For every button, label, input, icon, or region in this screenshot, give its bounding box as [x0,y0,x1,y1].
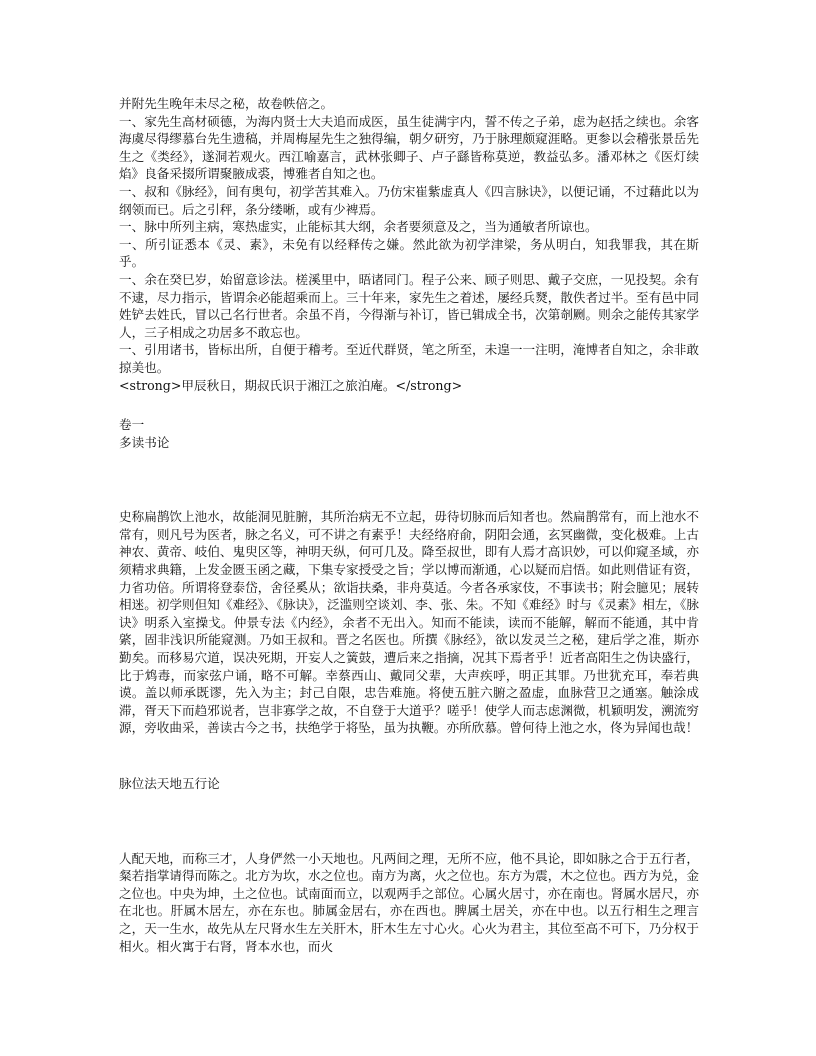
preface-paragraph: 一、所引证悉本《灵、素》，未免有以经释传之嫌。然此欲为初学津梁，务从明白，知我罪我，其在斯乎。 [119,236,699,270]
preface-section [119,95,699,394]
preface-paragraph: 一、家先生高材硕德，为海内贤士大夫追而成医，虽生徒满宇内，誓不传之子弟，虑为赵括之续也。余客海虞尽得缪慕台先生遗稿，并周梅屋先生之独得编，朝夕研穷，乃于脉理颇窥涯略。更参以会稽张景岳先生之《类经》，遂洞若观火。西江喻嘉言，武林张卿子、卢子繇皆称莫逆，教益弘多。潘邓林之《医灯续焰》良备采掇所谓聚腋成裘，博雅者自知之也。 [119,113,699,182]
preface-paragraph: 一、引用诸书，皆标出所，自便于稽考。至近代群贤，笔之所至，未遑一一注明，淹博者自知之，余非敢掠美也。 [119,342,699,375]
chapter-body: 史称扁鹊饮上池水，故能洞见脏腑，其所治病无不立起，毋待切脉而后知者也。然扁鹊常有，而上池水不常有，则凡号为医者，脉之名义，可不讲之有素乎！夫经络府俞，阴阳会通，玄冥幽微，变化极难。上古神农、黄帝、岐伯、鬼臾区等，神明天纵，何可几及。降至叔世，即有人焉才高识妙，可以仰窥圣域，亦须精求典籍，上发金匮玉函之藏，下集专家授受之旨；学以博而渐通，心以疑而启悟。如此则借证有资，力省功倍。所谓将登泰岱，舍径奚从；欲诣扶桑，非舟莫适。今者各承家伎，不事读书；附会臆见；展转相迷。初学则但知《难经》、《脉诀》，泛滥则空谈刘、李、张、朱。不知《难经》时与《灵素》相左，《脉诀》明系入室操戈。仲景专法《内经》，余者不无出入。知而不能读，读而不能解，解而不能通，其中肯綮，固非浅识所能窥测。乃如王叔和。晋之名医也。所撰《脉经》，欲以发灵兰之秘，建后学之准，斯亦勤矣。而移易穴道，误决死期，开妄人之簧鼓，遭后来之指摘，况其下焉者乎！近者高阳生之伪诀盛行，比于鸩毒，而家弦户诵，略不可解。幸蔡西山、戴同父辈，大声疾呼，明正其罪。乃世犹充耳，奉若典谟。盖以师承既谬，先入为主；封己自限，忠告难施。将使五脏六腑之盈虚，血脉营卫之通塞。触涂成滞，胥天下而趋邪说者，岂非寡学之故，不自登于大道乎？嗟乎！使学人而志虑渊微，机颖明发，溯流穷源，旁收曲采，善读古今之书，扶绝学于将坠，虽为执鞭。亦所欣慕。曾何待上池之水，佟为异闻也哉！ [119,509,699,736]
chapter-body: 人配天地，而称三才，人身俨然一小天地也。凡两间之理，无所不应，他不具论，即如脉之合于五行者，粲若指掌请得而陈之。北方为坎，水之位也。南方为离，火之位也。东方为震，木之位也。西方为兑，金之位也。中央为坤，土之位也。试南面而立，以观两手之部位。心属火居寸，亦在南也。肾属水居尺，亦在北也。肝属木居左，亦在东也。肺属金居右，亦在西也。脾属土居关，亦在中也。以五行相生之理言之，天一生水，故先从左尺肾水生左关肝木，肝木生左寸心火。心火为君主，其位至高不可下，乃分权于相火。相火寓于右肾，肾本水也，而火 [119,850,699,954]
preface-signature: <strong>甲辰秋日，期叔氏识于湘江之旅泊庵。</strong> [119,377,463,393]
preface-paragraph: 一、脉中所列主病，寒热虚实，止能标其大纲，余者要须意及之，当为通敏者所谅也。 [119,219,598,235]
document-page [119,95,699,955]
preface-paragraph: 一、余在癸巳岁，始留意诊法。槎溪里中，晤诸同门。程子公来、顾子则思、戴子交庶，一见投契。余有不逮，尽力指示，皆谓余必能超乘而上。三十年来，家先生之着述，屡经兵燹，散佚者过半。至有邑中同姓铲去姓氏，冒以己名行世者。余虽不肖，今得渐与补订，皆已辑成全书，次第剞劂。则余之能传其家学人，三子相成之功居多不敢忘也。 [119,271,699,340]
volume-title: 卷一 [119,417,145,433]
preface-paragraph: 并附先生晚年未尽之秘，故卷帙倍之。 [119,96,334,111]
preface-paragraph: 一、叔和《脉经》，间有奥句，初学苦其难入。乃仿宋崔紫虚真人《四言脉诀》，以便记诵，不过藉此以为纲领而已。后之引秤，条分缕晰，或有少裨焉。 [119,183,699,217]
chapter-title: 多读书论 [119,434,170,450]
chapter-title: 脉位法天地五行论 [119,776,220,791]
